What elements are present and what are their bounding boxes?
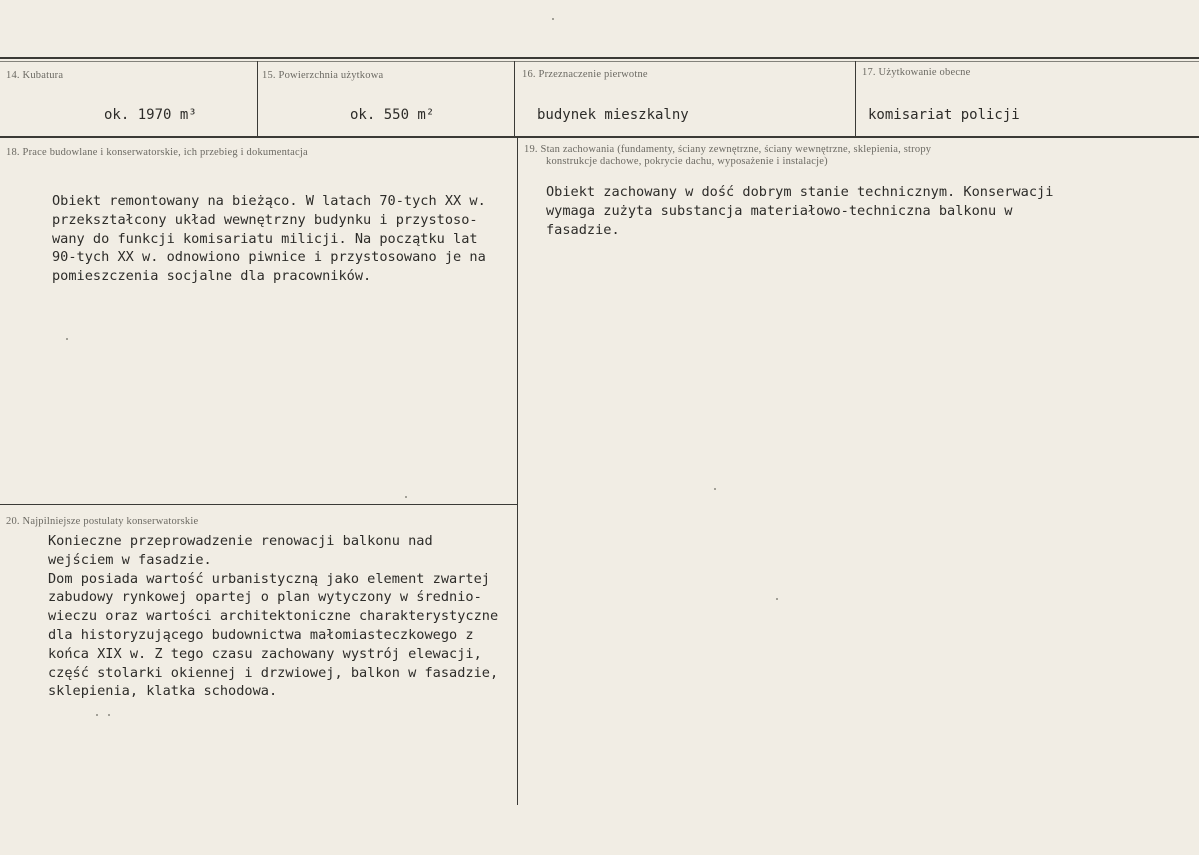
paper-speck bbox=[552, 18, 554, 20]
field18-line: pomieszczenia socjalne dla pracowników. bbox=[52, 268, 372, 285]
field20-text bbox=[48, 532, 498, 701]
paper-speck bbox=[776, 598, 778, 600]
field18-line: 90-tych XX w. odnowiono piwnice i przystosowano je na bbox=[52, 249, 486, 266]
field19-label-line2: konstrukcje dachowe, pokrycie dachu, wyposażenie i instalacje) bbox=[546, 156, 828, 167]
divider-main bbox=[517, 137, 518, 805]
field20-line: wieczu oraz wartości architektoniczne charakterystyczne bbox=[48, 608, 499, 625]
paper-speck bbox=[108, 714, 110, 716]
field18-line: wany do funkcji komisariatu milicji. Na początku lat bbox=[52, 230, 478, 247]
paper-speck bbox=[66, 338, 68, 340]
field20-label: 20. Najpilniejsze postulaty konserwatorskie bbox=[6, 516, 199, 527]
paper-speck bbox=[714, 488, 716, 490]
paper-speck bbox=[96, 714, 98, 716]
field20-line: Dom posiada wartość urbanistyczną jako element zwartej bbox=[48, 570, 490, 587]
field16-value: budynek mieszkalny bbox=[537, 107, 689, 123]
divider-15-16 bbox=[514, 61, 515, 137]
field17-label: 17. Użytkowanie obecne bbox=[862, 67, 971, 78]
field18-text bbox=[52, 192, 486, 286]
field20-line: wejściem w fasadzie. bbox=[48, 551, 212, 568]
top-rule-thin bbox=[0, 61, 1199, 62]
top-rule bbox=[0, 57, 1199, 59]
field20-line: Konieczne przeprowadzenie renowacji balkonu nad bbox=[48, 533, 433, 549]
field14-label: 14. Kubatura bbox=[6, 70, 64, 81]
field15-label: 15. Powierzchnia użytkowa bbox=[262, 70, 384, 81]
field20-line: sklepienia, klatka schodowa. bbox=[48, 683, 278, 700]
field17-value: komisariat policji bbox=[868, 107, 1020, 123]
field20-top-rule bbox=[0, 504, 517, 505]
field19-text bbox=[546, 183, 1053, 239]
paper-speck bbox=[405, 496, 407, 498]
field18-line: Obiekt remontowany na bieżąco. W latach 70-tych XX w. bbox=[52, 193, 486, 209]
field16-label: 16. Przeznaczenie pierwotne bbox=[522, 69, 648, 80]
field18-line: przekształcony układ wewnętrzny budynku i przystoso- bbox=[52, 211, 478, 228]
field19-line: Obiekt zachowany w dość dobrym stanie technicznym. Konserwacji bbox=[546, 184, 1054, 200]
field20-line: końca XIX w. Z tego czasu zachowany wystrój elewacji, bbox=[48, 645, 482, 662]
field15-value: ok. 550 m² bbox=[350, 107, 435, 123]
field20-line: część stolarki okiennej i drzwiowej, balkon w fasadzie, bbox=[48, 664, 499, 681]
field18-label: 18. Prace budowlane i konserwatorskie, ich przebieg i dokumentacja bbox=[6, 147, 308, 158]
divider-14-15 bbox=[257, 61, 258, 137]
field19-label-line1: 19. Stan zachowania (fundamenty, ściany zewnętrzne, ściany wewnętrzne, sklepienia, stropy bbox=[524, 144, 932, 155]
field20-line: dla historyzującego budownictwa małomiasteczkowego z bbox=[48, 626, 474, 643]
divider-16-17 bbox=[855, 61, 856, 137]
field14-value: ok. 1970 m³ bbox=[104, 107, 197, 123]
field20-line: zabudowy rynkowej opartej o plan wytyczony w średnio- bbox=[48, 589, 482, 606]
field19-line: wymaga zużyta substancja materiałowo-techniczna balkonu w bbox=[546, 202, 1013, 219]
field19-line: fasadzie. bbox=[546, 221, 620, 238]
row1-bottom-rule bbox=[0, 136, 1199, 138]
